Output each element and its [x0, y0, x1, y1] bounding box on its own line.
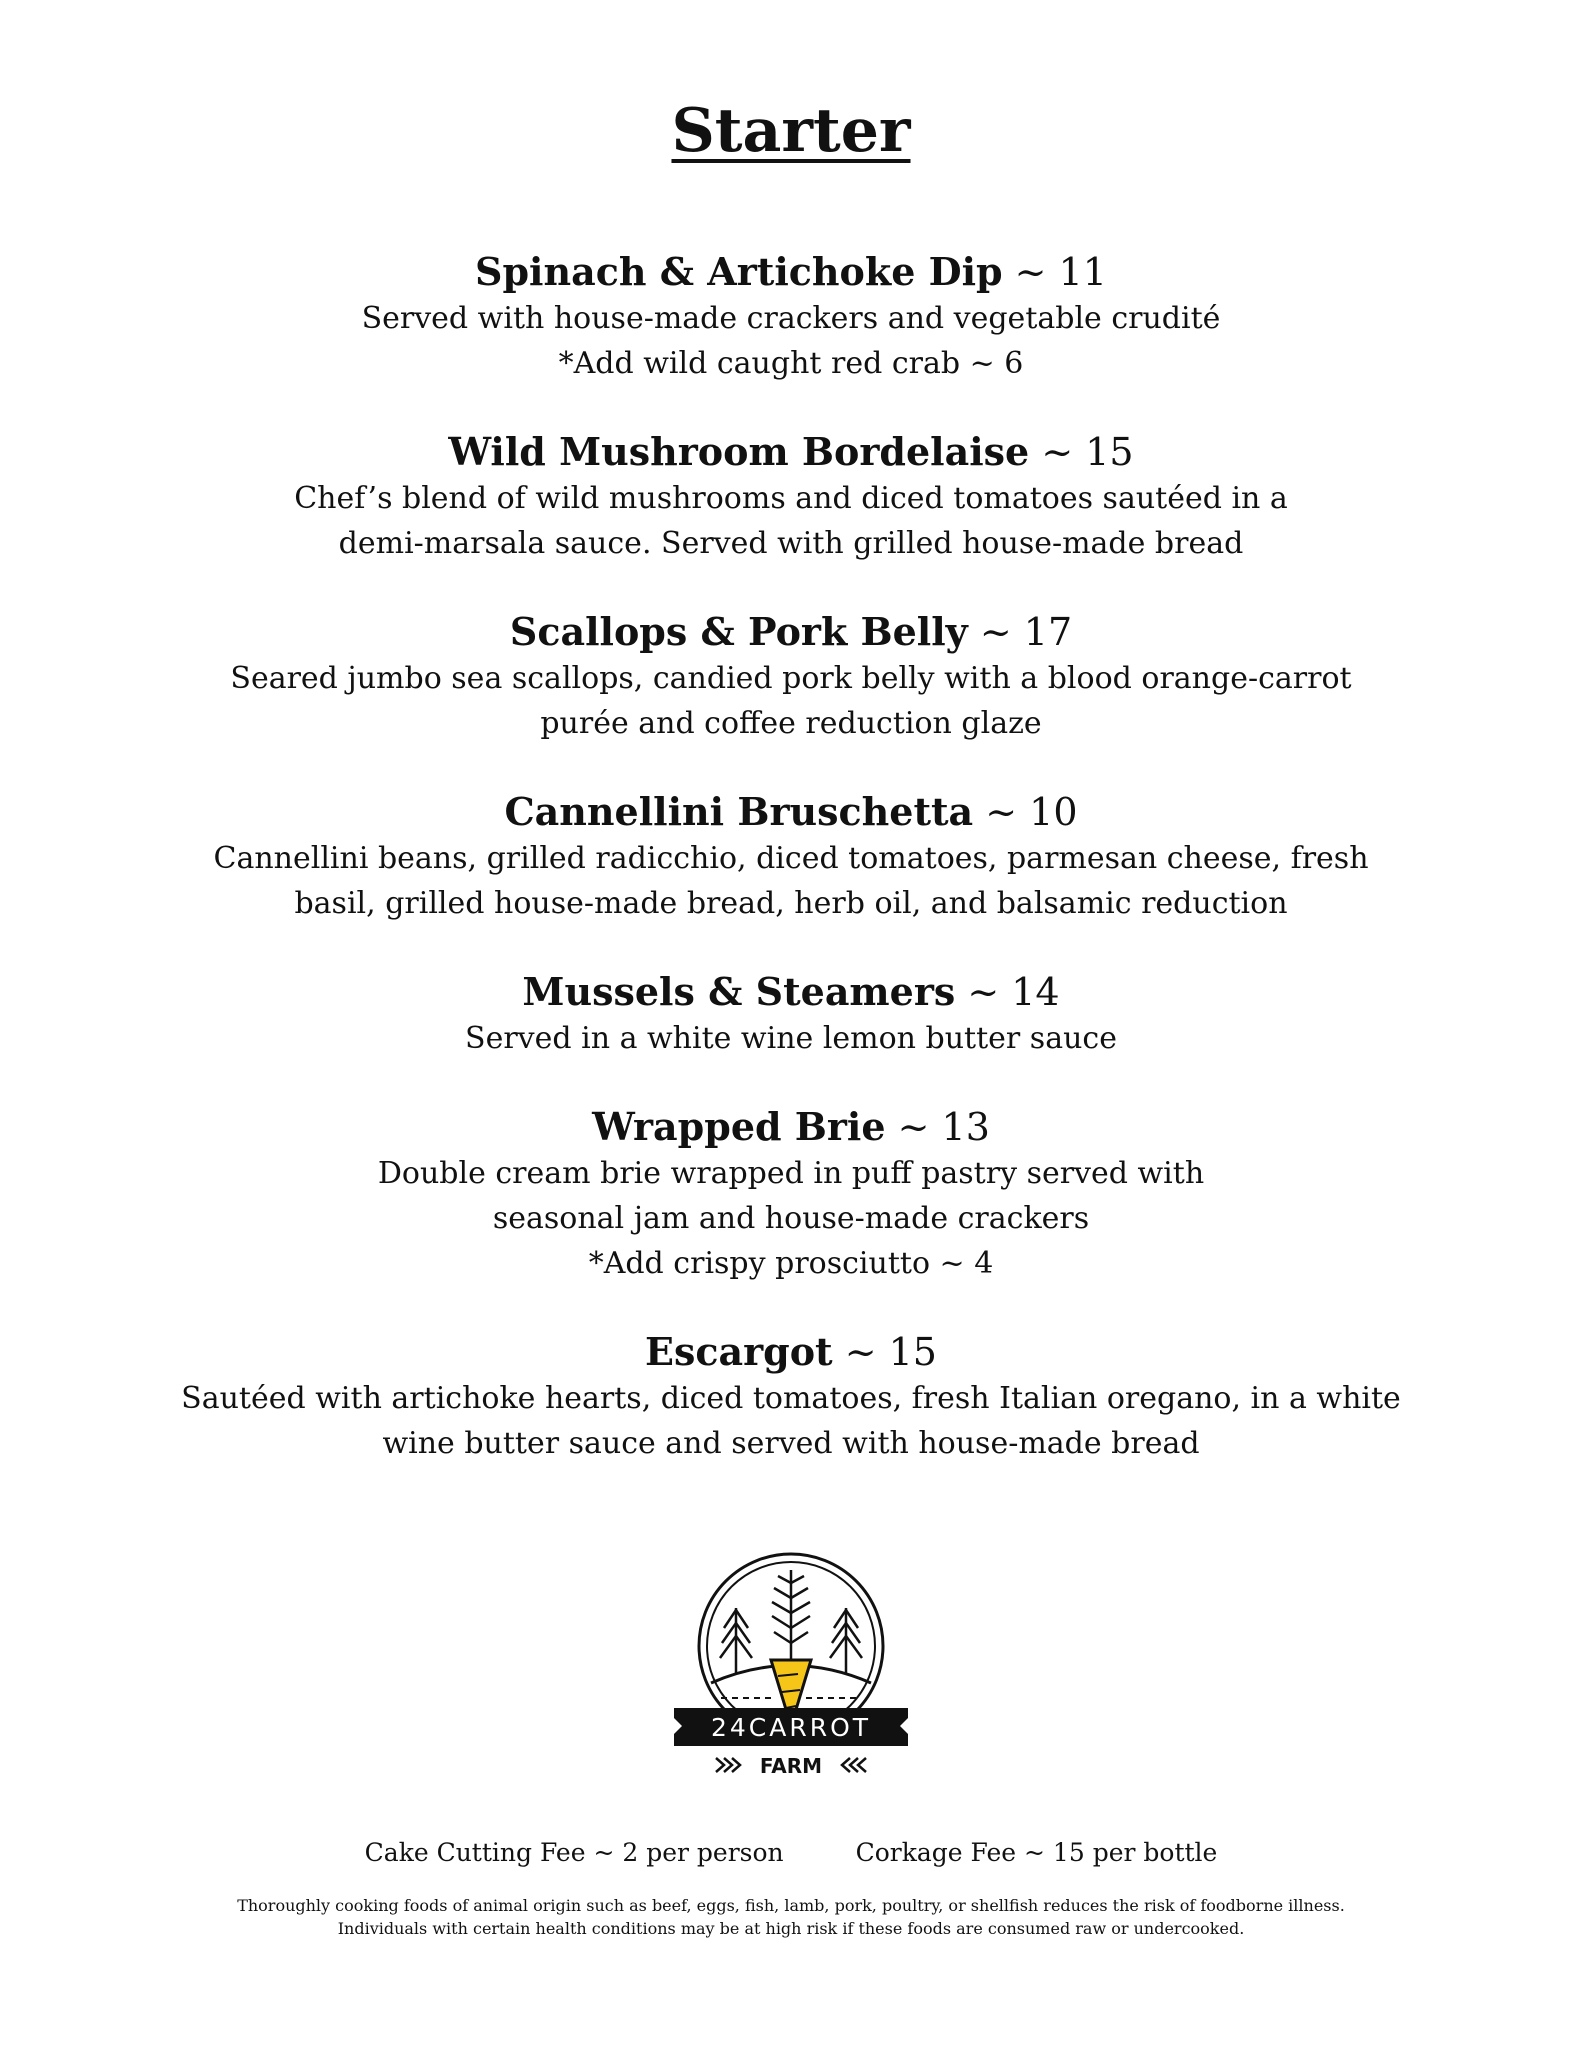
menu-item — [0, 428, 1582, 566]
pine-tree-right-icon — [830, 1608, 862, 1673]
menu-item — [0, 788, 1582, 926]
arrow-left-icon — [716, 1758, 740, 1772]
item-description: seasonal jam and house-made crackers — [492, 1201, 1090, 1236]
item-description: Seared jumbo sea scallops, candied pork belly with a blood orange-carrot — [230, 661, 1352, 696]
item-name: Cannellini Bruschetta — [504, 789, 974, 834]
item-name: Escargot — [645, 1329, 833, 1374]
item-description: wine butter sauce and served with house-made bread — [382, 1426, 1200, 1461]
brand-number: 24 — [710, 1713, 749, 1742]
item-description: Sautéed with artichoke hearts, diced tomatoes, fresh Italian oregano, in a white — [181, 1381, 1401, 1416]
svg-text:24CARROT — [711, 1713, 871, 1742]
health-disclaimer — [0, 1894, 1582, 1940]
item-price: ~ 17 — [979, 610, 1073, 654]
menu-item — [0, 1103, 1582, 1286]
menu-item — [0, 968, 1582, 1061]
farm-logo — [666, 1548, 916, 1788]
item-name: Mussels & Steamers — [522, 969, 956, 1014]
item-description: purée and coffee reduction glaze — [540, 706, 1042, 741]
fees-line — [0, 1838, 1582, 1867]
item-description: demi-marsala sauce. Served with grilled house-made bread — [338, 526, 1244, 561]
disclaimer-line: Thoroughly cooking foods of animal origin such as beef, eggs, fish, lamb, pork, poultry, or shellfish reduces the risk of foodborne illness. — [237, 1896, 1345, 1915]
item-description: Double cream brie wrapped in puff pastry served with — [377, 1156, 1205, 1191]
item-price: ~ 11 — [1014, 250, 1107, 294]
corkage-fee: Corkage Fee ~ 15 per bottle — [855, 1838, 1218, 1867]
item-price: ~ 10 — [985, 790, 1078, 834]
arrow-right-icon — [842, 1758, 866, 1772]
menu-item — [0, 248, 1582, 386]
disclaimer-line: Individuals with certain health conditions may be at high risk if these foods are consumed raw or undercooked. — [337, 1919, 1245, 1938]
pine-tree-left-icon — [720, 1608, 752, 1673]
item-name: Spinach & Artichoke Dip — [475, 249, 1003, 294]
item-price: ~ 15 — [1041, 430, 1134, 474]
item-description: Cannellini beans, grilled radicchio, diced tomatoes, parmesan cheese, fresh — [213, 841, 1369, 876]
item-description: Served in a white wine lemon butter sauce — [465, 1021, 1117, 1056]
item-name: Scallops & Pork Belly — [509, 609, 968, 654]
brand-name: CARROT — [748, 1713, 872, 1742]
brand-sub: FARM — [759, 1754, 823, 1778]
carrot-greens-icon — [772, 1570, 810, 1663]
item-description: Chef’s blend of wild mushrooms and diced tomatoes sautéed in a — [294, 481, 1288, 516]
item-price: ~ 13 — [897, 1105, 990, 1149]
item-description: Served with house-made crackers and vegetable crudité — [361, 301, 1221, 336]
menu-list — [0, 248, 1582, 1508]
item-addon: *Add crispy prosciutto ~ 4 — [588, 1246, 994, 1281]
item-name: Wild Mushroom Bordelaise — [448, 429, 1030, 474]
item-price: ~ 14 — [967, 970, 1060, 1014]
menu-item — [0, 1328, 1582, 1466]
menu-item — [0, 608, 1582, 746]
item-name: Wrapped Brie — [592, 1104, 886, 1149]
page-title: Starter — [671, 96, 911, 166]
item-description: basil, grilled house-made bread, herb oil, and balsamic reduction — [294, 886, 1288, 921]
cake-cutting-fee: Cake Cutting Fee ~ 2 per person — [364, 1838, 784, 1867]
item-price: ~ 15 — [844, 1330, 937, 1374]
item-addon: *Add wild caught red crab ~ 6 — [558, 346, 1024, 381]
